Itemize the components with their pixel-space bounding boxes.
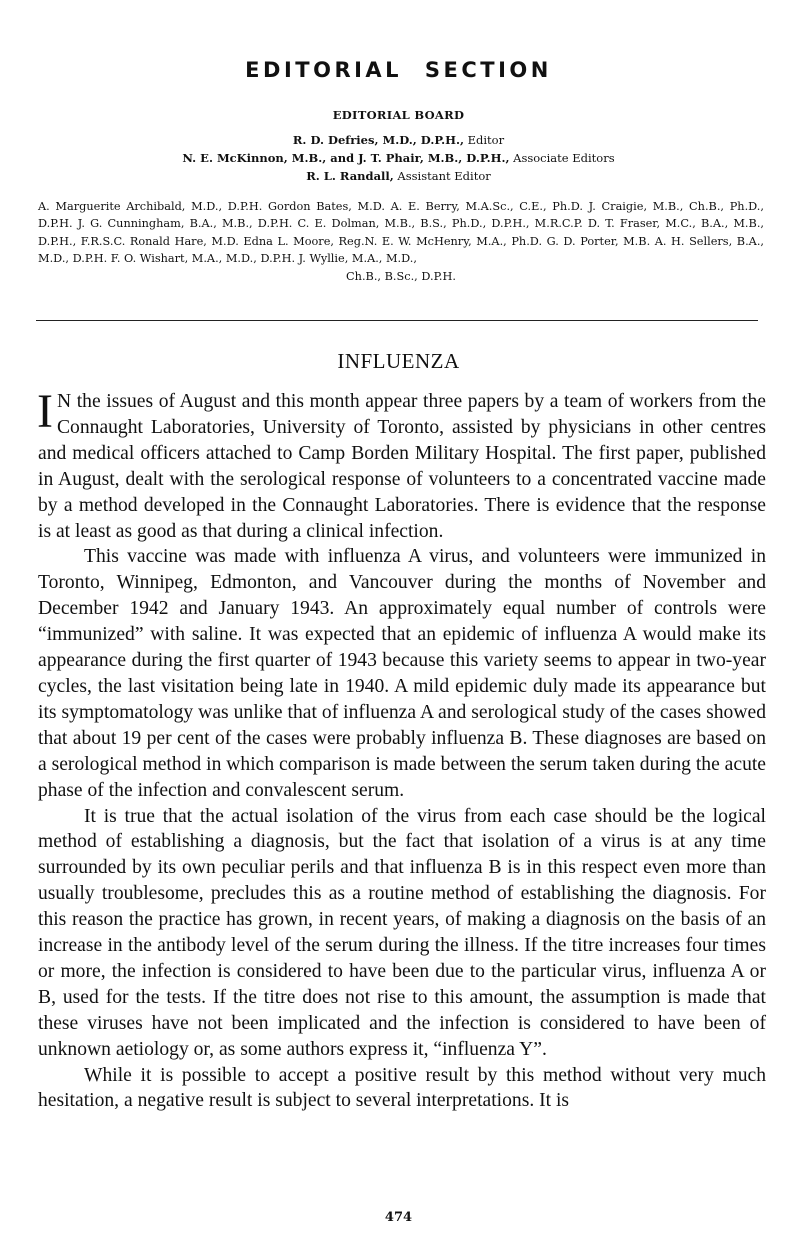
associate-editor-names: N. E. McKinnon, M.B., and J. T. Phair, M.B., D.P.H., bbox=[182, 151, 510, 165]
associate-editors-line bbox=[0, 151, 797, 165]
article-paragraph: While it is possible to accept a positive result by this method without very much hesitation, a negative result is subject to several interpretations. It is bbox=[38, 1064, 766, 1112]
board-members-last-line: Ch.B., B.Sc., D.P.H. bbox=[346, 269, 456, 283]
section-divider bbox=[36, 320, 758, 321]
editor-role: Editor bbox=[467, 133, 505, 147]
editorial-board-heading: EDITORIAL BOARD bbox=[332, 108, 465, 122]
board-members: A. Marguerite Archibald, M.D., D.P.H. Gordon Bates, M.D. A. E. Berry, M.A.Sc., C.E., Ph.D. J. Craigie, M.B., Ch.B., Ph.D., D.P.H. J. G. Cunningham, B.A., M.B., D.P.H. C. E. Dolman, M.B., B.S., Ph.D., D.P.H., M.R.C.P. D. T. Fraser, M.C., B.A., M.B., D.P.H., F.R.S.C. Ronald Hare, M.D. Edna L. Moore, Reg.N. E. W. McHenry, M.A., Ph.D. G. D. Porter, M.B. A. H. Sellers, B.A., M.D., D.P.H. F. O. Wishart, M.A., M.D., D.P.H. J. Wyllie, M.A., M.D., bbox=[38, 200, 764, 266]
associate-editor-role: Associate Editors bbox=[513, 151, 615, 165]
drop-cap: I bbox=[37, 385, 53, 438]
editor-names: R. D. Defries, M.D., D.P.H., bbox=[292, 133, 464, 147]
assistant-editor-role: Assistant Editor bbox=[397, 169, 491, 183]
article-body bbox=[37, 385, 767, 1114]
article-title: INFLUENZA bbox=[337, 349, 460, 373]
board-members-list bbox=[38, 198, 764, 285]
paragraph-text: N the issues of August and this month appear three papers by a team of workers from the Connaught Laboratories, University of Toronto, assisted by physicians in other centres and medical officers attached to Camp Borden Military Hospital. The first paper, published in August, dealt with the serological response of volunteers to a concentrated vaccine made by a method developed in the Connaught Laboratories. There is evidence that the response is at least as good as that during a clinical infection. bbox=[38, 391, 766, 542]
page-number: 474 bbox=[384, 1210, 413, 1225]
article-paragraph bbox=[37, 385, 766, 544]
assistant-editor-line bbox=[0, 169, 797, 183]
article-paragraph: This vaccine was made with influenza A virus, and volunteers were immunized in Toronto, Winnipeg, Edmonton, and Vancouver during the months of November and December 1942 and January 1943. An approximately equal number of controls were “immunized” with saline. It was expected that an epidemic of influenza A would make its appearance during the first quarter of 1943 because this variety seems to appear in two-year cycles, the last visitation being late in 1940. A mild epidemic duly made its appearance but its symptomatology was unlike that of influenza A and serological study of the cases showed that about 19 per cent of the cases were probably influenza B. These diagnoses are based on a serological method in which comparison is made between the serum taken during the acute phase of the infection and convalescent serum. bbox=[38, 546, 767, 801]
editor-line bbox=[0, 133, 797, 147]
article-paragraph: It is true that the actual isolation of the virus from each case should be the logical method of establishing a diagnosis, but the fact that isolation of a virus is at any time surrounded by its own peculiar perils and that influenza B is in this respect even more than usually troublesome, precludes this as a routine method of establishing the diagnosis. For this reason the practice has grown, in recent years, of making a diagnosis on the basis of an increase in the antibody level of the serum during the illness. If the titre increases four times or more, the infection is considered to have been due to the particular virus, influenza A or B, used for the tests. If the titre does not rise to this amount, the assumption is made that these viruses have not been implicated and the infection is considered to have been of unknown aetiology or, as some authors express it, “influenza Y”. bbox=[38, 805, 766, 1060]
assistant-editor-name: R. L. Randall, bbox=[306, 169, 394, 183]
section-title: EDITORIAL SECTION bbox=[245, 58, 552, 82]
